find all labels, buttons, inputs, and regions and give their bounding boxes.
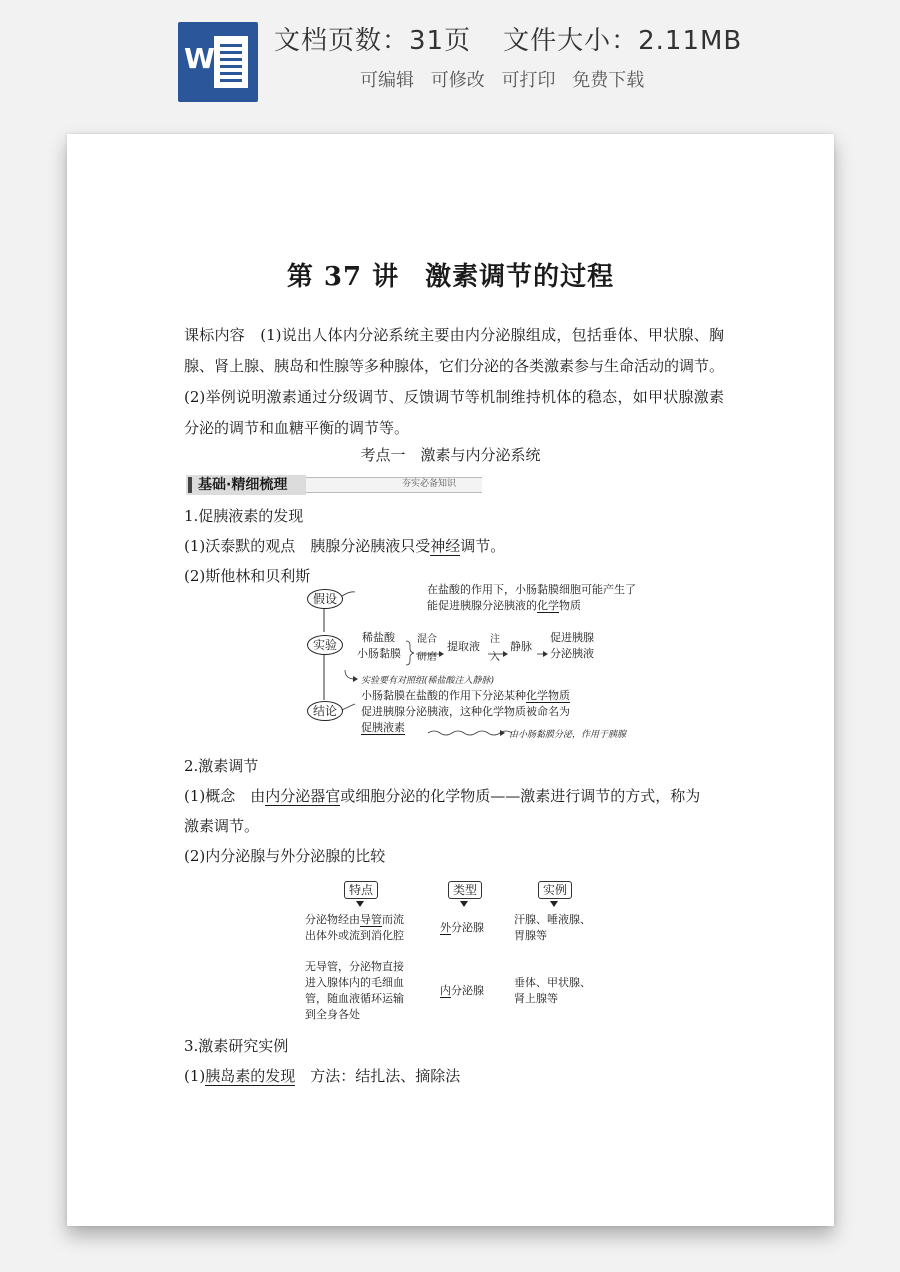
heading-3: 3.激素研究实例 bbox=[184, 1037, 289, 1055]
conclusion-line-3 bbox=[361, 720, 405, 735]
word-document-icon bbox=[178, 22, 258, 102]
feature-printable: 可打印 bbox=[501, 70, 556, 91]
exo-feat-text: 分泌物经由 bbox=[305, 913, 360, 926]
col-feature: 特点 bbox=[344, 881, 378, 899]
heading-1: 1.促胰液素的发现 bbox=[184, 507, 304, 525]
paragraph-concept-2: 激素调节。 bbox=[184, 817, 260, 835]
exp-vein: 静脉 bbox=[510, 640, 532, 653]
endo-feature-2: 进入腺体内的毛细血 bbox=[305, 976, 404, 989]
p3-text-end: 或细胞分泌的化学物质——激素进行调节的方式，称为 bbox=[340, 787, 701, 805]
file-info bbox=[274, 20, 794, 57]
p5-text: (1) bbox=[184, 1067, 206, 1085]
exo-feature-2: 出体外或流到消化腔 bbox=[305, 929, 404, 942]
duct-underline: 导管 bbox=[360, 913, 382, 926]
page-count: 文档页数：31页 bbox=[274, 26, 472, 56]
feature-editable: 可编辑 bbox=[360, 70, 414, 91]
exp-mix: 混合 bbox=[417, 634, 437, 645]
conclusion-line-2: 促进胰腺分泌胰液，这种化学物质被命名为 bbox=[361, 705, 570, 718]
conclusion-label: 结论 bbox=[307, 701, 343, 721]
exp-extract: 提取液 bbox=[447, 640, 480, 653]
hyp-text: 能促进胰腺分泌胰液的 bbox=[427, 599, 537, 612]
kaodian-heading: 考点一 激素与内分泌系统 bbox=[360, 446, 541, 464]
p3-underline: 内分泌器官 bbox=[265, 787, 341, 805]
paragraph-wertheimer bbox=[184, 535, 505, 556]
conclusion-line-1 bbox=[361, 688, 570, 703]
exp-mucosa: 小肠黏膜 bbox=[357, 647, 401, 660]
con-text: 小肠黏膜在盐酸的作用下分泌某种 bbox=[361, 689, 526, 702]
feature-free-download: 免费下载 bbox=[572, 70, 645, 91]
hypothesis-label: 假设 bbox=[307, 589, 343, 609]
hyp-text-end: 物质 bbox=[559, 599, 581, 612]
endo-feature-1: 无导管，分泌物直接 bbox=[305, 960, 404, 973]
curriculum-paragraph: 课标内容 (1)说出人体内分泌系统主要由内分泌腺组成，包括垂体、甲状腺、胸腺、肾上腺、胰岛和性腺等多种腺体，它们分泌的各类激素参与生命活动的调节。(2)举例说明激素通过分级调节、反馈调节等机制维持机体的稳态，如甲状腺激素分泌的调节和血糖平衡的调节等。 bbox=[184, 326, 725, 437]
lecture-number: 第 37 讲 bbox=[286, 262, 400, 292]
word-icon-page bbox=[214, 36, 248, 88]
hyp-underline: 化学 bbox=[537, 599, 559, 612]
exp-grind: 研磨 bbox=[417, 652, 437, 663]
document-page[interactable] bbox=[67, 134, 834, 1226]
lecture-topic: 激素调节的过程 bbox=[425, 262, 615, 292]
exp-hcl: 稀盐酸 bbox=[362, 631, 395, 644]
p1-text-end: 调节。 bbox=[460, 537, 506, 555]
exp-control-note: 实验要有对照组(稀盐酸注入静脉) bbox=[361, 676, 495, 686]
exo-example-1: 汗腺、唾液腺、 bbox=[514, 913, 591, 926]
download-banner bbox=[0, 0, 900, 120]
word-icon-letter: W bbox=[184, 42, 215, 75]
exocrine-type bbox=[440, 920, 484, 935]
exo-underline: 外 bbox=[440, 921, 451, 934]
paragraph-comparison: (2)内分泌腺与外分泌腺的比较 bbox=[184, 847, 386, 865]
section-bar-mark bbox=[188, 477, 192, 493]
endo-example-2: 肾上腺等 bbox=[514, 992, 558, 1005]
p1-underline: 神经 bbox=[430, 537, 461, 555]
paragraph-insulin bbox=[184, 1065, 460, 1086]
arrow-down-icon bbox=[356, 901, 364, 907]
secretin-term: 促胰液素 bbox=[361, 721, 405, 734]
feature-modifiable: 可修改 bbox=[430, 70, 485, 91]
exo-feature-1 bbox=[305, 912, 404, 927]
lecture-title bbox=[67, 256, 834, 293]
secretin-diagram bbox=[305, 583, 636, 746]
exp-result-2: 分泌胰液 bbox=[550, 647, 594, 660]
gland-comparison-diagram bbox=[305, 879, 615, 1024]
paragraph-concept bbox=[184, 785, 700, 806]
p3-text: (1)概念 由 bbox=[184, 787, 266, 805]
section-bar-subtitle: 夯实必备知识 bbox=[402, 479, 457, 489]
arrow-down-icon bbox=[550, 901, 558, 907]
heading-2: 2.激素调节 bbox=[184, 757, 259, 775]
hypothesis-line-1: 在盐酸的作用下，小肠黏膜细胞可能产生了 bbox=[427, 583, 636, 596]
file-size: 文件大小：2.11MB bbox=[503, 26, 743, 56]
section-bar bbox=[186, 475, 486, 495]
con-underline: 化学物质 bbox=[526, 689, 570, 702]
exo-type-text: 分泌腺 bbox=[451, 921, 484, 934]
col-example: 实例 bbox=[538, 881, 572, 899]
hypothesis-line-2 bbox=[427, 598, 581, 613]
exo-feat-text-end: 而流 bbox=[382, 913, 404, 926]
secretin-note: 由小肠黏膜分泌，作用于胰腺 bbox=[509, 730, 627, 740]
p1-text: (1)沃泰默的观点 胰腺分泌胰液只受 bbox=[184, 537, 431, 555]
exo-example-2: 胃腺等 bbox=[514, 929, 547, 942]
arrow-down-icon bbox=[460, 901, 468, 907]
experiment-label: 实验 bbox=[307, 635, 343, 655]
exp-inject: 注 bbox=[490, 634, 500, 645]
feature-list bbox=[360, 66, 655, 92]
endo-feature-4: 到全身各处 bbox=[305, 1008, 360, 1021]
p5-text-end: 方法：结扎法、摘除法 bbox=[295, 1067, 461, 1085]
exp-inject-2: 入 bbox=[490, 652, 500, 663]
insulin-underline: 胰岛素的发现 bbox=[205, 1067, 296, 1085]
exp-result-1: 促进胰腺 bbox=[550, 631, 594, 644]
endocrine-type bbox=[440, 983, 484, 998]
col-type: 类型 bbox=[448, 881, 482, 899]
endo-type-text: 分泌腺 bbox=[451, 984, 484, 997]
section-bar-title: 基础·精细梳理 bbox=[198, 477, 288, 493]
endo-underline: 内 bbox=[440, 984, 451, 997]
endo-example-1: 垂体、甲状腺、 bbox=[514, 976, 591, 989]
paragraph-starling: (2)斯他林和贝利斯 bbox=[184, 567, 311, 585]
endo-feature-3: 管，随血液循环运输 bbox=[305, 992, 404, 1005]
